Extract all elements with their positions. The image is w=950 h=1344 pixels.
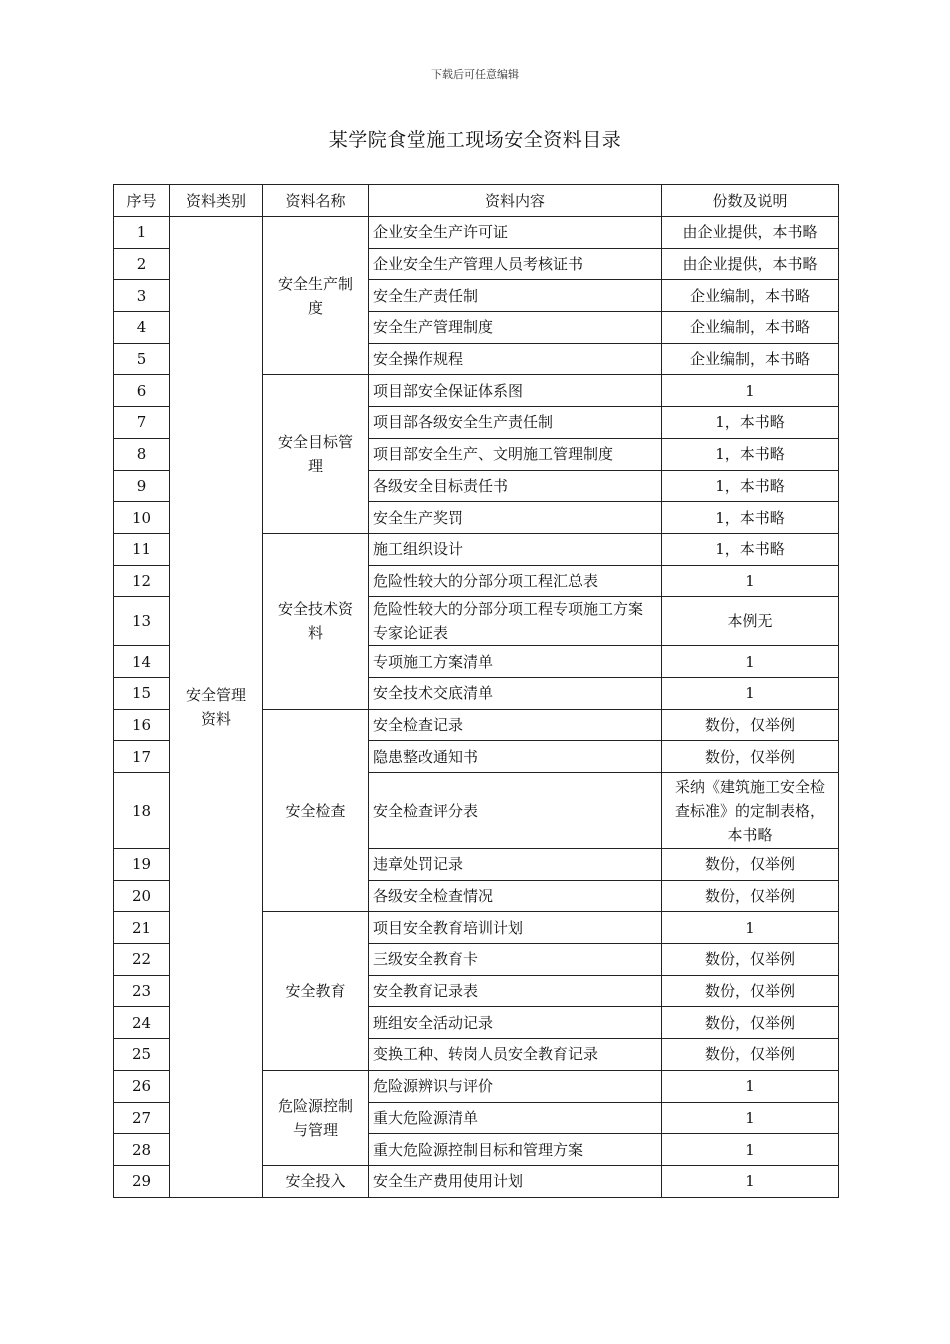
row-content: 安全生产奖罚 [369,502,662,534]
group-name-cell: 安全技术资料 [263,533,369,709]
row-seq: 11 [114,533,170,565]
column-header-content: 资料内容 [369,185,662,217]
row-content: 施工组织设计 [369,533,662,565]
row-content: 安全检查评分表 [369,773,662,849]
row-content: 项目部安全保证体系图 [369,375,662,407]
group-name-cell: 安全投入 [263,1165,369,1197]
row-content: 安全检查记录 [369,709,662,741]
row-seq: 16 [114,709,170,741]
row-seq: 5 [114,343,170,375]
row-note: 1 [662,1070,839,1102]
row-content: 安全操作规程 [369,343,662,375]
row-note: 1 [662,1134,839,1166]
row-content: 隐患整改通知书 [369,741,662,773]
row-note: 本例无 [662,597,839,646]
row-note: 企业编制，本书略 [662,343,839,375]
row-content: 变换工种、转岗人员安全教育记录 [369,1039,662,1071]
row-content: 企业安全生产许可证 [369,217,662,249]
row-content: 各级安全检查情况 [369,880,662,912]
category-cell: 安全管理资料 [170,217,263,1198]
row-content: 各级安全目标责任书 [369,470,662,502]
row-note: 1 [662,565,839,597]
row-note: 由企业提供，本书略 [662,248,839,280]
row-seq: 18 [114,773,170,849]
row-note: 1，本书略 [662,438,839,470]
row-seq: 3 [114,280,170,312]
row-content: 专项施工方案清单 [369,646,662,678]
row-note: 1，本书略 [662,502,839,534]
row-seq: 25 [114,1039,170,1071]
header-note: 下载后可任意编辑 [431,68,519,81]
row-note: 数份，仅举例 [662,1039,839,1071]
column-header-note: 份数及说明 [662,185,839,217]
group-name-cell: 安全教育 [263,912,369,1070]
row-note: 数份，仅举例 [662,880,839,912]
column-header-name: 资料名称 [263,185,369,217]
row-seq: 9 [114,470,170,502]
row-note: 企业编制，本书略 [662,280,839,312]
row-seq: 1 [114,217,170,249]
row-note: 数份，仅举例 [662,975,839,1007]
row-note: 1 [662,1102,839,1134]
row-content: 安全教育记录表 [369,975,662,1007]
row-seq: 23 [114,975,170,1007]
row-note: 数份，仅举例 [662,741,839,773]
row-content: 项目部安全生产、文明施工管理制度 [369,438,662,470]
row-content: 项目安全教育培训计划 [369,912,662,944]
row-seq: 17 [114,741,170,773]
row-seq: 14 [114,646,170,678]
row-note: 采纳《建筑施工安全检查标准》的定制表格，本书略 [662,773,839,849]
row-note: 1 [662,1165,839,1197]
group-name-cell: 安全生产制度 [263,217,369,375]
row-note: 1 [662,375,839,407]
row-seq: 15 [114,677,170,709]
row-note: 数份，仅举例 [662,944,839,976]
group-name-cell: 安全检查 [263,709,369,912]
row-seq: 22 [114,944,170,976]
row-seq: 2 [114,248,170,280]
row-seq: 13 [114,597,170,646]
row-note: 由企业提供，本书略 [662,217,839,249]
row-content: 危险性较大的分部分项工程专项施工方案专家论证表 [369,597,662,646]
row-note: 企业编制，本书略 [662,312,839,344]
table-row [114,217,839,249]
row-seq: 12 [114,565,170,597]
row-seq: 19 [114,849,170,881]
row-note: 数份，仅举例 [662,849,839,881]
row-content: 危险源辨识与评价 [369,1070,662,1102]
row-content: 危险性较大的分部分项工程汇总表 [369,565,662,597]
row-note: 1 [662,912,839,944]
row-seq: 4 [114,312,170,344]
row-content: 违章处罚记录 [369,849,662,881]
row-content: 安全生产责任制 [369,280,662,312]
row-seq: 24 [114,1007,170,1039]
row-seq: 29 [114,1165,170,1197]
column-header-seq: 序号 [114,185,170,217]
row-content: 企业安全生产管理人员考核证书 [369,248,662,280]
row-content: 重大危险源控制目标和管理方案 [369,1134,662,1166]
row-seq: 27 [114,1102,170,1134]
row-content: 安全技术交底清单 [369,677,662,709]
column-header-category: 资料类别 [170,185,263,217]
row-seq: 21 [114,912,170,944]
row-note: 1 [662,646,839,678]
row-seq: 10 [114,502,170,534]
row-content: 安全生产管理制度 [369,312,662,344]
row-note: 1，本书略 [662,407,839,439]
row-seq: 6 [114,375,170,407]
row-seq: 28 [114,1134,170,1166]
row-seq: 26 [114,1070,170,1102]
row-seq: 20 [114,880,170,912]
row-seq: 8 [114,438,170,470]
row-seq: 7 [114,407,170,439]
row-note: 数份，仅举例 [662,1007,839,1039]
row-note: 1 [662,677,839,709]
catalog-table [113,184,839,1198]
table-header-row [114,185,839,217]
row-content: 安全生产费用使用计划 [369,1165,662,1197]
group-name-cell: 危险源控制与管理 [263,1070,369,1165]
row-note: 数份，仅举例 [662,709,839,741]
row-content: 三级安全教育卡 [369,944,662,976]
row-content: 项目部各级安全生产责任制 [369,407,662,439]
row-note: 1，本书略 [662,533,839,565]
group-name-cell: 安全目标管理 [263,375,369,533]
table-body [114,217,839,1198]
row-note: 1，本书略 [662,470,839,502]
page-title: 某学院食堂施工现场安全资料目录 [328,129,622,151]
row-content: 班组安全活动记录 [369,1007,662,1039]
row-content: 重大危险源清单 [369,1102,662,1134]
